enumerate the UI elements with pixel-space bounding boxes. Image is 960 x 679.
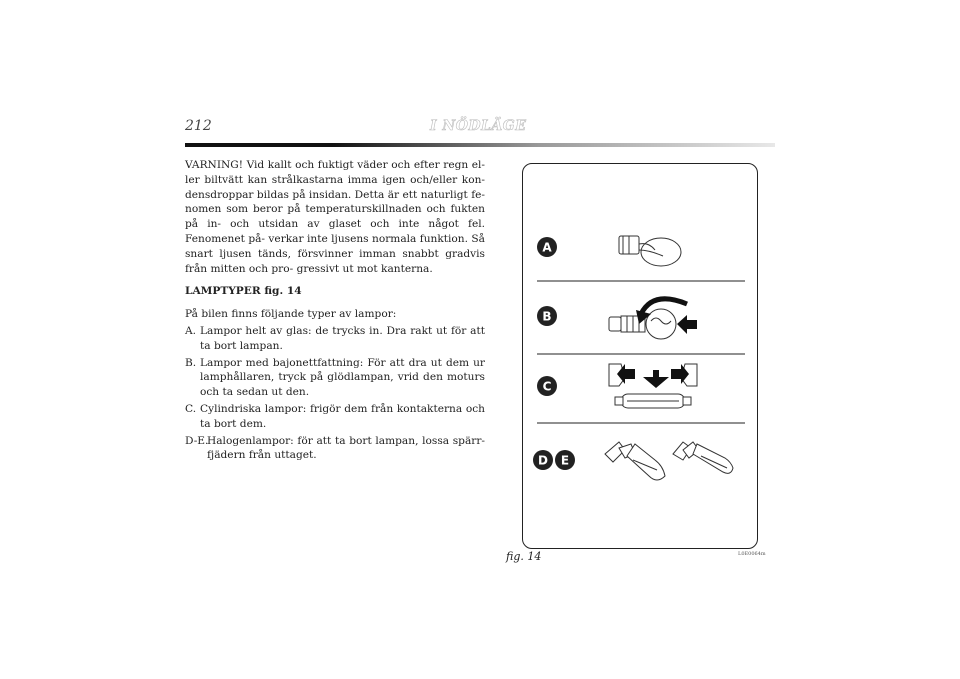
svg-text:D: D <box>538 453 548 468</box>
svg-text:A: A <box>542 240 552 255</box>
badge-e <box>555 450 575 470</box>
lamp-types-intro: På bilen finns följande typer av lampor: <box>185 308 397 321</box>
list-item <box>185 356 485 400</box>
lamp-types-heading: LAMPTYPER fig. 14 <box>185 285 302 298</box>
header-rule <box>185 143 775 147</box>
item-text: Lampor med bajonettfattning: För att dra ut dem ur lamphållaren, tryck på glödlampan, vrid den moturs och ta sedan ut den. <box>200 356 485 399</box>
page-header <box>185 118 775 138</box>
halogen-bulb-e-icon <box>673 442 733 473</box>
item-label: B. <box>185 356 197 369</box>
list-item <box>185 434 485 464</box>
push-arrow-icon <box>677 315 697 334</box>
wedge-bulb-icon <box>619 236 681 266</box>
badge-b <box>537 306 557 326</box>
halogen-bulb-d-icon <box>605 442 665 480</box>
figure-caption: fig. 14 <box>506 550 542 563</box>
lamp-figure <box>522 163 758 549</box>
lamp-illustration <box>523 164 757 548</box>
page-number: 212 <box>185 118 212 134</box>
section-title: I NÖDLÄGE <box>430 118 527 134</box>
lamp-type-list <box>185 324 485 463</box>
warning-paragraph: VARNING! Vid kallt och fuktigt väder och efter regn el- ler biltvätt kan strålkastarna imma igen och/eller kon- densdroppar bildas på insidan. Detta är ett naturligt fe- nomen som beror på temperaturskillnaden och fukten på in- och utsidan av glaset och inte något fel. Fenomenet på- verkar inte ljusens normala funktion. Så snart ljusen tänds, försvinner imman snabbt gradvis från mitten och pro- gressivt ut mot kanterna. <box>185 159 485 275</box>
release-arrows-icon <box>617 364 689 388</box>
item-text: Cylindriska lampor: frigör dem från kontakterna och ta bort dem. <box>200 402 485 430</box>
svg-text:E: E <box>560 453 570 468</box>
badge-d <box>533 450 553 470</box>
list-item <box>185 402 485 432</box>
item-label: C. <box>185 402 197 415</box>
item-text: Lampor helt av glas: de trycks in. Dra rakt ut för att ta bort lampan. <box>200 324 485 352</box>
badge-a <box>537 237 557 257</box>
item-label: A. <box>185 324 197 337</box>
item-text: Halogenlampor: för att ta bort lampan, lossa spärr- fjädern från uttaget. <box>207 434 485 462</box>
svg-text:B: B <box>542 309 552 324</box>
svg-text:C: C <box>542 379 552 394</box>
figure-code: L0E0064m <box>738 551 766 557</box>
item-label: D-E. <box>185 434 209 447</box>
list-item <box>185 324 485 354</box>
text-column <box>185 158 485 465</box>
badge-c <box>537 376 557 396</box>
